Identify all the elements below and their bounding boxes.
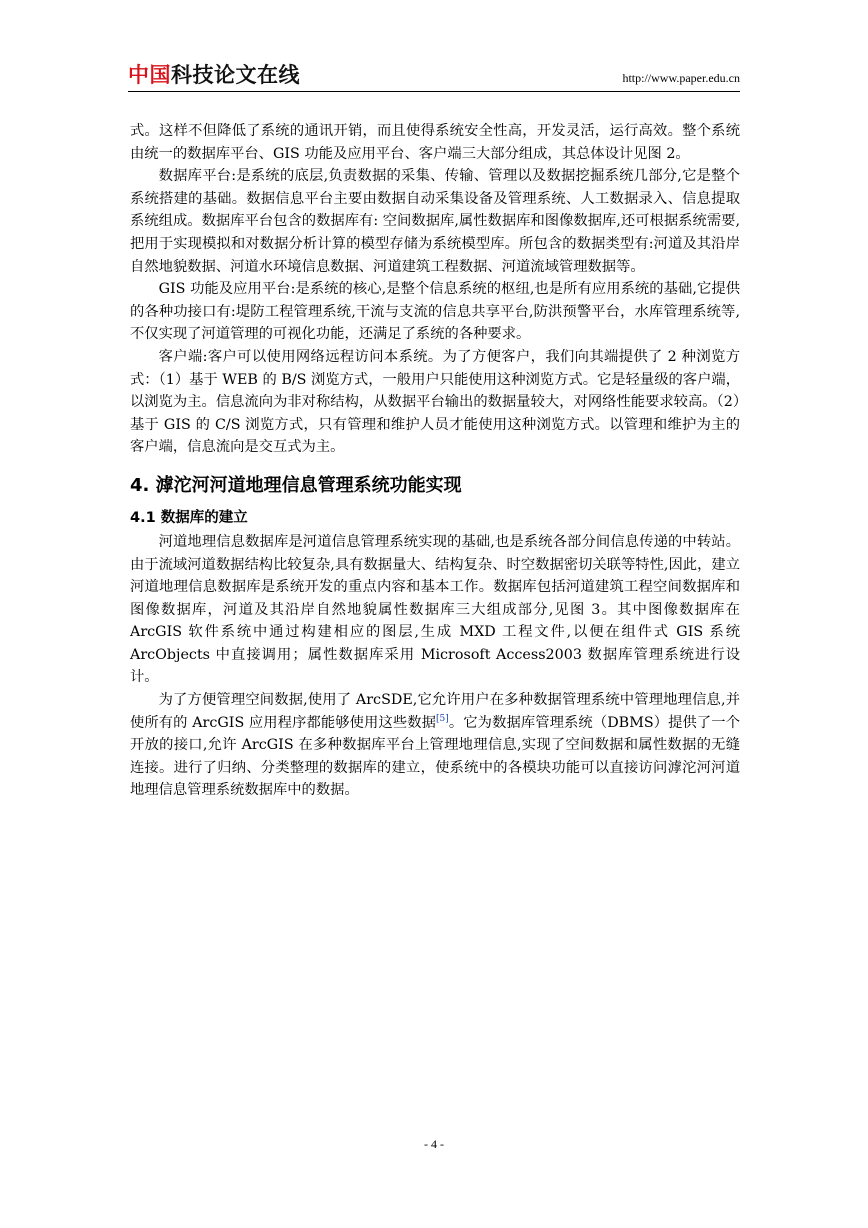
- journal-logo: [128, 62, 300, 88]
- header-url[interactable]: http://www.paper.edu.cn: [622, 71, 740, 85]
- paragraph-arcsde-part1: 为了方便管理空间数据,使用了 ArcSDE,它允许用户在多种数据管理系统中管理地理信息,并使所有的 ArcGIS 应用程序都能够使用这些数据: [130, 692, 740, 731]
- paragraph-database-build: 河道地理信息数据库是河道信息管理系统实现的基础,也是系统各部分间信息传递的中转站。由于流域河道数据结构比较复杂,具有数据量大、结构复杂、时空数据密切关联等特性,因此，建立河道地理信息数据库是系统开发的重点内容和基本工作。数据库包括河道建筑工程空间数据库和图像数据库，河道及其沿岸自然地貌属性数据库三大组成部分,见图 3。其中图像数据库在 ArcGIS 软件系统中通过构建相应的图层,生成 MXD 工程文件,以便在组件式 GIS 系统 ArcObjects 中直接调用；属性数据库采用 Microsoft Access2003 数据库管理系统进行设计。: [130, 533, 740, 686]
- paragraph-database-platform: 数据库平台:是系统的底层,负责数据的采集、传输、管理以及数据挖掘系统几部分,它是整个系统搭建的基础。数据信息平台主要由数据自动采集设备及管理系统、人工数据录入、信息提取系统组成。数据库平台包含的数据库有: 空间数据库,属性数据库和图像数据库,还可根据系统需要,把用于实现模拟和对数据分析计算的模型存储为系统模型库。所包含的数据类型有:河道及其沿岸自然地貌数据、河道水环境信息数据、河道建筑工程数据、河道流域管理数据等。: [130, 168, 740, 275]
- paragraph-gis-platform: GIS 功能及应用平台:是系统的核心,是整个信息系统的枢纽,也是所有应用系统的基础,它提供的各种功接口有:堤防工程管理系统,干流与支流的信息共享平台,防洪预警平台，水库管理系统等, 不仅实现了河道管理的可视化功能，还满足了系统的各种要求。: [130, 281, 740, 343]
- paragraph-continued: 式。这样不但降低了系统的通讯开销，而且使得系统安全性高，开发灵活，运行高效。整个系统由统一的数据库平台、GIS 功能及应用平台、客户端三大部分组成，其总体设计见图 2。: [130, 123, 740, 162]
- paragraph-arcsde: [130, 689, 740, 802]
- section-heading: 4. 滹沱河河道地理信息管理系统功能实现: [130, 474, 462, 496]
- paragraph-client: 客户端:客户可以使用网络远程访问本系统。为了方便客户，我们向其端提供了 2 种浏览方式：（1）基于 WEB 的 B/S 浏览方式，一般用户只能使用这种浏览方式。它是轻量级的客户端，以浏览为主。信息流向为非对称结构，从数据平台输出的数据量较大，对网络性能要求较高。（2）基于 GIS 的 C/S 浏览方式，只有管理和维护人员才能使用这种浏览方式。以管理和维护为主的客户端，信息流向是交互式为主。: [130, 348, 740, 456]
- subsection-heading: 4.1 数据库的建立: [130, 509, 248, 526]
- citation-link[interactable]: [5]: [436, 713, 449, 724]
- page-body: [130, 120, 740, 802]
- paragraph-arcsde-part2: 。它为数据库管理系统（DBMS）提供了一个开放的接口,允许 ArcGIS 在多种数据库平台上管理地理信息,实现了空间数据和属性数据的无缝连接。进行了归纳、分类整理的数据库的建立，使系统中的各模块功能可以直接访问滹沱河河道地理信息管理系统数据库中的数据。: [130, 714, 740, 799]
- header-rule: [128, 91, 740, 92]
- logo-black-text: 科技论文在线: [171, 63, 300, 87]
- page-header: [128, 62, 740, 92]
- page-number: - 4 -: [424, 1137, 444, 1151]
- logo-red-text: 中国: [128, 63, 171, 87]
